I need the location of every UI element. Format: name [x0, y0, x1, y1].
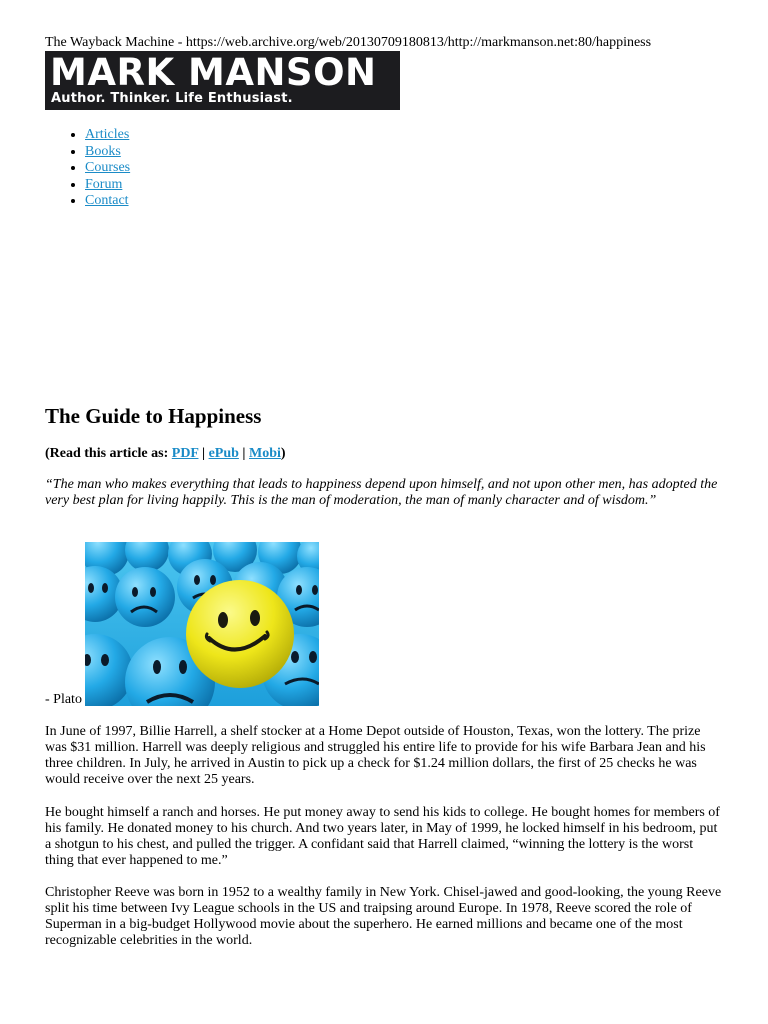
- read-as-separator: |: [198, 446, 209, 461]
- nav-link-courses[interactable]: Courses: [85, 160, 131, 175]
- smiley-faces-image: [85, 542, 319, 706]
- pdf-link[interactable]: PDF: [171, 446, 199, 461]
- article-paragraph: Christopher Reeve was born in 1952 to a wealthy family in New York. Chisel-jawed and good-looking, the young Reeve split his time between Ivy League schools in the US and traipsing around Europe. In 1978, Reeve scored the role of Superman in a big-budget Hollywood movie about the superhero. He earned millions and became one of the most recognizable celebrities in the world.: [45, 885, 722, 948]
- article-paragraph: He bought himself a ranch and horses. He put money away to send his kids to college. He bought homes for members of his family. He donated money to his church. And two years later, in May of 1999, he locked himself in his bedroom, put a shotgun to his chest, and pulled the trigger. A confidant said that Harrell claimed, “winning the lottery is the worst thing that ever happened to me.”: [45, 805, 720, 868]
- smiley-faces-illustration: [85, 542, 319, 706]
- main-nav: [45, 127, 130, 210]
- plato-attribution: - Plato: [45, 692, 82, 707]
- site-logo[interactable]: [45, 51, 400, 110]
- nav-link-articles[interactable]: Articles: [85, 127, 130, 142]
- article-title: The Guide to Happiness: [45, 404, 262, 428]
- nav-item-forum: [85, 177, 130, 194]
- read-as-suffix: ): [280, 446, 286, 461]
- plato-quote: “The man who makes everything that leads to happiness depend upon himself, and not upon other men, has adopted the very best plan for living happily. This is the man of moderation, the man of manly character and of wisdom.”: [45, 477, 718, 508]
- nav-link-contact[interactable]: Contact: [85, 193, 129, 208]
- nav-link-forum[interactable]: Forum: [85, 176, 123, 192]
- wayback-banner: The Wayback Machine - https://web.archive.org/web/20130709180813/http://markmanson.net:80/happiness: [45, 35, 652, 50]
- nav-item-books: [85, 144, 130, 161]
- nav-link-books[interactable]: Books: [85, 143, 121, 159]
- nav-item-articles: [85, 127, 130, 144]
- read-as-separator: |: [238, 446, 249, 461]
- nav-item-contact: [85, 193, 130, 210]
- article-paragraph: In June of 1997, Billie Harrell, a shelf stocker at a Home Depot outside of Houston, Texas, won the lottery. The prize was $31 million. Harrell was deeply religious and struggled his entire life to provide for his wife Barbara Jean and his three children. In July, he arrived in Austin to pick up a check for $1.24 million dollars, the first of 25 checks he was would receive over the next 25 years.: [45, 724, 706, 787]
- logo-tagline: Author. Thinker. Life Enthusiast.: [51, 91, 293, 106]
- happy-face-icon: [186, 580, 294, 688]
- epub-link[interactable]: ePub: [208, 446, 239, 461]
- read-as-prefix: (Read this article as:: [45, 446, 172, 461]
- mobi-link[interactable]: Mobi: [249, 446, 281, 461]
- logo-title: MARK MANSON: [50, 51, 377, 94]
- nav-item-courses: [85, 160, 130, 177]
- read-as-line: [45, 445, 286, 462]
